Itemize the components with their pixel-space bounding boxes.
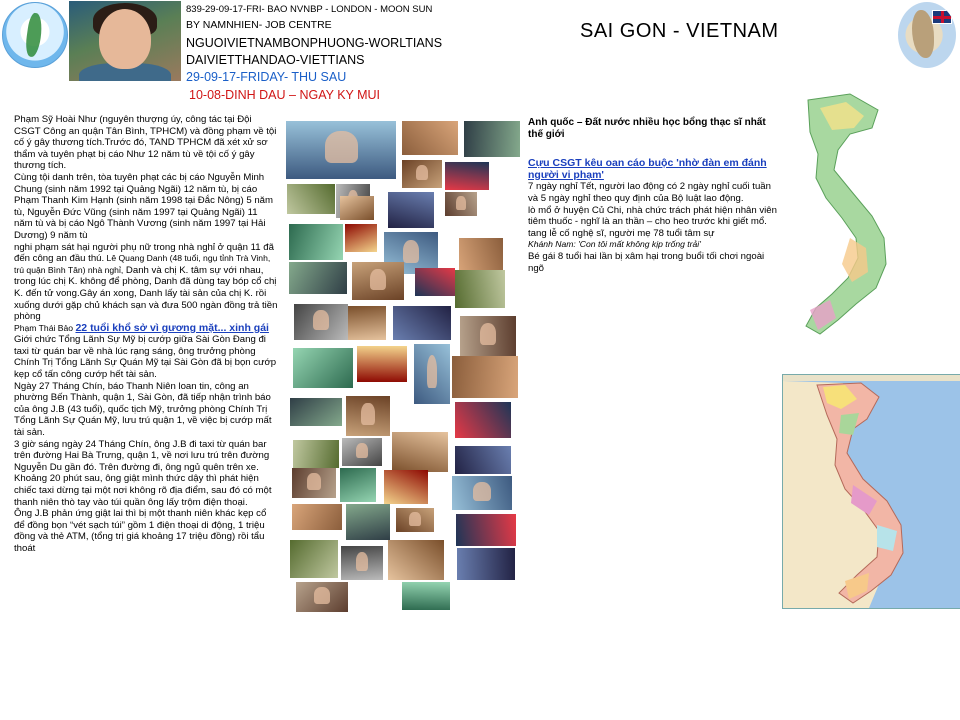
article-paragraph: Ngày 27 Tháng Chín, báo Thanh Niên loan tin, công an phường Bến Thành, quận 1, Sài Gòn, đã tiếp nhận trình báo của ông J.B (43 tuổi), quốc tịch Mỹ, trưởng phòng Chính Trị Tổng Lãnh Sự Quán Mỹ, lưu trú quận 1, về việc bị cướp mất tài sản. [14,380,272,439]
news-photo [292,468,336,498]
news-photo [452,356,518,398]
news-photo [402,160,442,188]
news-photo [293,440,339,468]
news-photo [357,346,407,382]
news-photo [346,504,390,540]
news-photo [402,121,458,155]
header-line-site2: DAIVIETTHANDAO-VIETTIANS [186,53,365,67]
news-photo [445,162,489,190]
news-photo [452,476,512,510]
vietnam-provinces-map [782,374,960,609]
news-photo [460,316,516,356]
article-paragraph: Bé gái 8 tuổi hai lần bị xâm hại trong buổi tối chơi ngoài ngõ [528,250,765,274]
news-photo [415,268,455,296]
news-photo [346,396,390,436]
news-photo [459,238,503,274]
article-paragraph: 7 ngày nghỉ Tết, người lao động có 2 ngày nghỉ cuối tuần và 5 ngày nghỉ theo quy định của Bộ luật lao động. [528,181,771,204]
news-photo [455,270,505,308]
article-paragraph: Phạm Thái Bảo 22 tuổi khổ sở vì gương mặt... xinh gái [14,321,269,334]
news-photo [294,304,348,340]
news-photo [289,262,347,294]
article-heading: Anh quốc – Đất nước nhiều học bổng thạc sĩ nhất thế giới [528,117,766,140]
news-photo [456,514,516,546]
news-photo [464,121,520,157]
news-photo [388,192,434,228]
article-paragraph: 3 giờ sáng ngày 24 Tháng Chín, ông J.B đi taxi từ quán bar trên đường Hai Bà Trưng, quận 1, về nơi lưu trú trên đường Nguyễn Du gần đó. Trên đường đi, ông ngủ quên trên xe. Khoảng 20 phút sau, ông giật mình thức dậy thì phát hiện chiếc taxi dừng tại một nơi không rõ địa điểm, sau đó có một thanh niên thò tay vào túi quần ông lấy trộm điện thoại. [14,438,272,508]
header-line-date: 29-09-17-FRIDAY- THU SAU [186,70,347,84]
news-photo [292,504,342,530]
header-line-lunar-date: 10-08-DINH DAU – NGAY KY MUI [189,88,381,102]
site-logo [2,2,68,68]
left-article-column [14,114,278,555]
article-link-cuu-csgt[interactable]: Cựu CSGT kêu oan cáo buộc 'nhờ đàn em đánh người vi phạm' [528,157,767,181]
news-photo [296,582,348,612]
news-photo [289,224,343,260]
news-photo [445,192,477,216]
news-photo [352,262,404,300]
news-photo [392,432,448,472]
uk-map-icon [898,2,956,68]
news-photo [457,548,515,580]
news-photo [340,468,376,502]
article-paragraph: Cùng tội danh trên, tòa tuyên phạt các bị cáo Nguyễn Minh Chung (sinh năm 1992 tại Quảng Ngãi) 12 năm tù, bị cáo Phạm Thanh Kim Hạnh (sinh năm 1998 tại Đắc Nông) 5 năm tù, Nguyễn Đức Vũng (sinh năm 1997 tại Quảng Ngãi) 11 năm tù và bị cáo Ngô Thành Vương (sinh năm 1997 tại Hải Dương) 9 năm tù [14,171,273,241]
news-photo [341,546,383,580]
article-paragraph: Giới chức Tổng Lãnh Sự Mỹ bị cướp giữa Sài Gòn Đang đi taxi từ quán bar về nhà lúc rạng sáng, ông trưởng phòng Chính Trị Tổng Lãnh Sự Quán Mỹ tại Sài Gòn đã bị bọn cướp kẹp cổ tấn công cướp hết tài sản. [14,334,277,381]
news-photo [384,470,428,504]
news-photo [414,344,450,404]
news-photo [348,306,386,340]
article-paragraph: lò mổ ở huyện Củ Chi, nhà chức trách phát hiện nhân viên tiêm thuốc - nghĩ là an thần – cho heo trước khi giết mổ. [528,204,777,228]
article-paragraph: nghi phạm sát hại người phụ nữ trong nhà nghỉ ở quận 11 đã đến công an đầu thú. Lê Quang Danh (48 tuổi, ngụ tỉnh Trà Vinh, trú quận Bình Tân) nhà nghỉ, Danh và chị K. tâm sự với nhau, trong lúc chị K. không để phòng, Danh đã dùng tay bóp cổ chị K. đến tử vong.Gây án xong, Danh lấy tài sản của chị K. rồi xuống dưới gặp chủ khách sạn và đưa 500 ngàn đồng trả tiền phòng [14,241,278,323]
vietnam-map [780,88,920,342]
article-paragraph: Khánh Nam: 'Con tôi mất không kịp trống trải' [528,239,701,250]
page-title: SAI GON - VIETNAM [580,20,779,42]
header-line-byline: BY NAMNHIEN- JOB CENTRE [186,19,332,31]
news-photo [455,402,511,438]
news-photo [455,446,511,474]
news-photo [287,184,335,214]
article-paragraph: tang lễ cố nghệ sĩ, người mẹ 78 tuổi tâm sự [528,227,715,239]
news-photo [342,438,382,466]
article-paragraph: Phạm Sỹ Hoài Như (nguyên thượng úy, công tác tại Đội CSGT Công an quận Tân Bình, TPHCM) và đồng phạm về tội cố ý gây thương tích.Trước đó, TAND TPHCM đã xét xử sơ thẩm và tuyên phạt bị cáo Như 12 năm tù về tội cố ý gây thương tích. [14,114,277,172]
article-paragraph: Ông J.B phản ứng giật lai thì bị một thanh niên khác kẹp cổ để đồng bọn “vét sạch túi” gồm 1 điện thoại di động, 1 triệu đồng và thẻ ATM, (tổng trị giá khoảng 17 triệu đồng) rồi tẩu thoát [14,508,267,554]
news-photo [290,398,342,426]
author-portrait [69,1,181,81]
header-line-site1: NGUOIVIETNAMBONPHUONG-WORLTIANS [186,36,443,50]
news-photo [402,582,450,610]
article-link-pham-thai-bao[interactable]: 22 tuổi khổ sở vì gương mặt... xinh gái [75,321,269,334]
header-line-issue: 839-29-09-17-FRI- BAO NVNBP - LONDON - MOON SUN [186,4,433,15]
article-link-paragraph [528,158,778,181]
news-photo [340,196,374,220]
news-photo [345,224,377,252]
right-article-column [528,117,778,274]
news-photo [286,121,396,179]
news-photo [290,540,338,578]
news-photo [396,508,434,532]
news-photo [293,348,353,388]
news-photo [388,540,444,580]
news-photo [393,306,451,340]
